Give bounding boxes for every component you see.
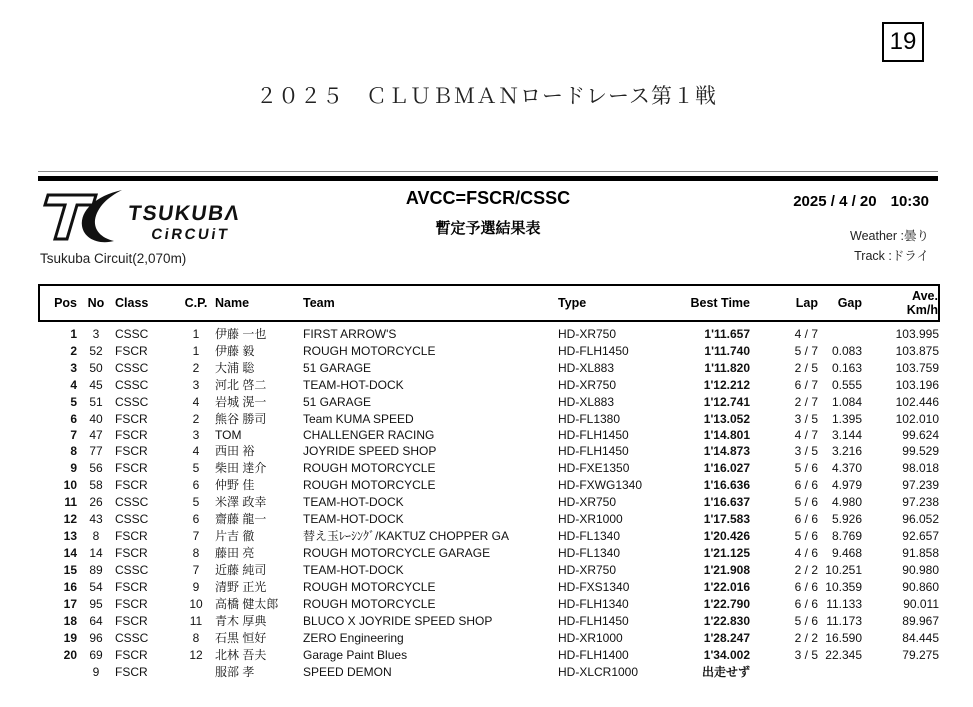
cell-lap: 2 / 2 [794,562,818,577]
table-row [39,595,939,612]
cell-ave: 99.529 [902,443,939,458]
cell-pos: 6 [70,411,77,426]
cell-gap: 5.926 [831,511,862,526]
cell-cp: 3 [192,427,200,442]
cell-class: FSCR [115,528,148,543]
cell-gap: 11.173 [826,613,862,628]
results-body [39,321,939,680]
cell-gap [818,321,862,342]
cell-best-time: 1'34.002 [703,647,750,662]
column-header-type: Type [558,296,587,310]
logo-title: TSUKUBΛ [126,202,242,225]
weather-line [850,226,929,244]
cell-gap: 10.359 [825,579,862,594]
cell-team: TEAM-HOT-DOCK [303,377,404,392]
page-number: 19 [889,28,917,55]
cell-class: CSSC [115,562,149,577]
cell-ave [862,663,939,680]
cell-class: CSSC [115,360,149,375]
cell-ave: 97.238 [902,494,939,509]
cell-type: HD-FLH1340 [558,596,629,611]
cell-ave: 103.995 [895,326,939,341]
cell-gap: 8.769 [831,528,862,543]
cell-lap: 5 / 6 [794,613,818,628]
cell-best-time: 1'13.052 [703,411,750,426]
cell-type: HD-XR750 [558,494,617,509]
cell-pos: 20 [63,647,77,662]
cell-pos: 11 [64,494,77,509]
column-header-best-time: Best Time [690,296,750,310]
cell-ave: 102.446 [895,394,939,409]
cell-best-time: 1'14.873 [703,443,750,458]
cell-lap: 4 / 7 [794,427,818,442]
table-row [39,646,939,663]
cell-cp: 2 [192,360,200,375]
column-header-pos: Pos [54,296,77,310]
cell-pos: 9 [70,460,77,475]
cell-type: HD-XR750 [558,326,617,341]
cell-name: 青木 厚典 [215,614,267,629]
cell-lap: 4 / 6 [794,545,818,560]
table-row [39,629,939,646]
cell-best-time: 出走せず [701,665,750,680]
cell-class: FSCR [115,664,148,679]
cell-lap: 2 / 7 [794,394,818,409]
cell-ave: 92.657 [902,528,939,543]
cell-no: 95 [89,596,103,611]
cell-lap: 3 / 5 [794,647,818,662]
cell-name: 米澤 政幸 [215,495,267,510]
cell-cp: 7 [192,562,200,577]
cell-ave: 98.018 [902,460,939,475]
cell-no: 56 [89,460,103,475]
cell-team: TEAM-HOT-DOCK [303,562,404,577]
cell-no: 50 [89,360,103,375]
cell-name: 熊谷 勝司 [215,412,267,426]
cell-best-time: 1'28.247 [703,630,750,645]
cell-pos: 16 [63,579,77,594]
table-row [39,544,939,561]
cell-best-time: 1'16.027 [703,460,750,475]
cell-pos: 7 [70,427,77,442]
column-header-ave-line1: Ave. [912,288,938,303]
cell-name: TOM [215,427,242,442]
column-header-ave-line2: Km/h [906,303,938,317]
cell-type: HD-XR1000 [558,511,623,526]
cell-team: ROUGH MOTORCYCLE [303,596,436,611]
cell-type: HD-XR750 [558,562,617,577]
column-header-team: Team [303,296,335,310]
cell-no: 77 [89,443,103,458]
cell-name: 河北 啓二 [215,378,267,392]
cell-no: 58 [89,477,103,492]
weather-value: 曇り [903,229,929,243]
cell-ave: 97.239 [902,477,939,492]
cell-ave: 103.759 [895,360,939,375]
column-header-ave [862,285,939,321]
cell-cp: 1 [192,343,200,358]
cell-cp: 5 [192,494,200,509]
cell-cp: 4 [192,443,200,458]
cell-gap: 4.979 [831,477,862,492]
cell-pos: 19 [63,630,77,645]
cell-name: 齋藤 龍一 [215,512,267,527]
column-header-gap: Gap [837,296,862,310]
event-title: ２０２５ ＣＬＵＢＭＡＮロードレース第１戦 [256,85,717,108]
cell-gap: 0.163 [831,360,862,375]
cell-best-time: 1'22.830 [703,613,750,628]
cell-no: 69 [89,647,103,662]
cell-cp: 3 [192,377,200,392]
cell-name: 藤田 亮 [215,546,255,561]
cell-class: FSCR [115,477,148,492]
cell-gap [818,663,862,680]
cell-cp: 5 [192,460,200,475]
cell-team: SPEED DEMON [303,664,392,679]
cell-class: FSCR [115,579,148,594]
cell-pos: 13 [63,528,77,543]
cell-type: HD-FLH1450 [558,613,629,628]
cell-no: 40 [89,411,103,426]
cell-lap: 3 / 5 [794,411,818,426]
cell-cp: 10 [189,596,203,611]
cell-type: HD-FXE1350 [558,460,630,475]
results-header-row [39,285,939,321]
cell-ave: 90.860 [902,579,939,594]
cell-type: HD-FL1340 [558,528,621,543]
cell-name: 大浦 聡 [215,361,255,375]
cell-team: 51 GARAGE [303,360,372,375]
cell-gap: 9.468 [831,545,862,560]
cell-ave: 90.980 [902,562,939,577]
cell-gap: 1.395 [831,411,862,426]
header-rule [38,171,938,181]
cell-gap: 0.555 [831,377,862,392]
cell-no: 52 [89,343,103,358]
cell-name: 石黒 恒好 [215,631,267,646]
cell-name: 岩城 滉一 [215,395,267,409]
cell-cp: 7 [192,528,200,543]
cell-type: HD-FL1340 [558,545,621,560]
cell-no: 54 [89,579,103,594]
cell-class: FSCR [115,427,148,442]
session-time: 10:30 [890,193,929,210]
cell-best-time: 1'16.636 [703,477,750,492]
column-header-cp: C.P. [184,296,208,310]
cell-gap: 3.216 [831,443,862,458]
cell-class: FSCR [115,411,148,426]
cell-best-time: 1'22.790 [703,596,750,611]
cell-lap: 6 / 7 [794,377,818,392]
cell-no: 8 [92,528,100,543]
cell-best-time: 1'21.908 [703,562,750,577]
cell-no: 64 [89,613,103,628]
cell-best-time: 1'12.212 [703,377,750,392]
cell-class: CSSC [115,630,149,645]
cell-lap: 6 / 6 [794,477,818,492]
cell-name: 伊藤 毅 [215,344,255,358]
table-row [39,459,939,476]
cell-class: CSSC [115,394,149,409]
cell-name: 伊藤 一也 [215,327,267,341]
cell-best-time: 1'16.637 [703,494,750,509]
cell-cp: 11 [189,613,203,628]
cell-ave: 96.052 [902,511,939,526]
table-row [39,321,939,342]
cell-lap: 6 / 6 [794,511,818,526]
cell-team: Team KUMA SPEED [303,411,414,426]
cell-ave: 103.875 [895,343,939,358]
cell-type: HD-FLH1450 [558,343,629,358]
logo-subtitle: CiRCUiT [150,226,231,243]
table-row [39,578,939,595]
cell-lap: 5 / 6 [794,528,818,543]
cell-no: 47 [89,427,103,442]
cell-lap: 6 / 6 [794,596,818,611]
cell-type: HD-FLH1400 [558,647,629,662]
cell-name: 仲野 佳 [215,478,255,493]
cell-gap: 0.083 [831,343,862,358]
track-label: Track : [854,249,892,263]
cell-gap: 11.133 [826,596,862,611]
cell-ave: 91.858 [902,545,939,560]
column-header-no: No [87,296,105,310]
session-date: 2025 / 4 / 20 [793,193,877,210]
cell-gap: 22.345 [825,647,862,662]
cell-ave: 89.967 [902,613,939,628]
cell-best-time: 1'11.820 [704,360,750,375]
cell-best-time: 1'17.583 [703,511,750,526]
cell-lap: 2 / 2 [794,630,818,645]
cell-lap: 6 / 6 [794,579,818,594]
table-row [39,493,939,510]
session-datetime [793,193,929,210]
table-row [39,359,939,376]
results-header [39,285,939,321]
cell-no: 96 [89,630,103,645]
column-header-name: Name [215,296,250,310]
cell-class: CSSC [115,326,149,341]
cell-class: FSCR [115,443,148,458]
cell-no: 45 [89,377,103,392]
cell-type: HD-FXS1340 [558,579,630,594]
cell-lap: 4 / 7 [794,326,818,341]
cell-team: JOYRIDE SPEED SHOP [303,443,437,458]
cell-class: FSCR [115,647,148,662]
cell-team: CHALLENGER RACING [303,427,435,442]
table-row [39,561,939,578]
cell-name: 片吉 徹 [215,529,255,544]
cell-team: 替え玉ﾚｰｼﾝｸﾞ/KAKTUZ CHOPPER GA [303,529,510,544]
cell-lap: 2 / 5 [794,360,818,375]
cell-pos: 15 [63,562,77,577]
cell-cp: 9 [192,579,200,594]
cell-ave: 90.011 [903,596,939,611]
table-row [39,376,939,393]
cell-lap: 5 / 6 [794,460,818,475]
weather-label: Weather : [850,229,904,243]
cell-type: HD-FLH1450 [558,427,629,442]
table-row [39,410,939,427]
cell-gap: 3.144 [831,427,862,442]
table-row [39,476,939,493]
track-line [854,246,929,264]
cell-no: 89 [89,562,103,577]
cell-class: CSSC [115,494,149,509]
cell-name: 近藤 純司 [215,563,267,578]
column-header-class: Class [115,296,149,310]
cell-class: FSCR [115,343,148,358]
doc-title: 暫定予選結果表 [435,220,541,237]
cell-team: TEAM-HOT-DOCK [303,494,404,509]
cell-type: HD-FLH1450 [558,443,629,458]
cell-type: HD-XLCR1000 [558,664,639,679]
cell-cp [177,663,215,680]
cell-cp: 1 [192,326,200,341]
cell-ave: 102.010 [895,411,939,426]
cell-ave: 79.275 [902,647,939,662]
cell-cp: 6 [192,477,200,492]
cell-cp: 12 [189,647,203,662]
table-row [39,612,939,629]
cell-name: 清野 正光 [215,580,267,595]
cell-pos: 18 [63,613,77,628]
cell-class: FSCR [115,613,148,628]
cell-team: TEAM-HOT-DOCK [303,511,404,526]
cell-pos: 2 [70,343,77,358]
cell-team: ZERO Engineering [303,630,404,645]
cell-pos [39,663,77,680]
cell-cp: 8 [192,630,200,645]
cell-type: HD-XR750 [558,377,617,392]
cell-no: 9 [92,664,100,679]
table-row [39,442,939,459]
cell-team: FIRST ARROW'S [303,326,397,341]
results-table [38,284,940,680]
cell-team: ROUGH MOTORCYCLE [303,477,436,492]
cell-best-time: 1'11.740 [704,343,750,358]
cell-best-time: 1'14.801 [703,427,750,442]
cell-cp: 6 [192,511,200,526]
cell-ave: 103.196 [895,377,939,392]
cell-pos: 1 [70,326,77,341]
cell-best-time: 1'11.657 [704,326,750,341]
cell-team: ROUGH MOTORCYCLE [303,579,436,594]
cell-name: 高橋 健太郎 [215,597,279,612]
cell-team: ROUGH MOTORCYCLE GARAGE [303,545,491,560]
cell-pos: 12 [63,511,77,526]
cell-gap: 4.980 [831,494,862,509]
cell-best-time: 1'12.741 [703,394,750,409]
cell-pos: 14 [63,545,77,560]
table-row [39,342,939,359]
cell-pos: 3 [70,360,77,375]
cell-team: BLUCO X JOYRIDE SPEED SHOP [303,613,493,628]
cell-lap: 5 / 7 [794,343,818,358]
cell-no: 26 [89,494,103,509]
cell-team: ROUGH MOTORCYCLE [303,460,436,475]
cell-lap: 3 / 5 [794,443,818,458]
cell-name: 服部 孝 [215,665,255,680]
class-heading: AVCC=FSCR/CSSC [405,188,571,208]
cell-gap: 4.370 [831,460,862,475]
cell-no: 14 [89,545,103,560]
cell-no: 51 [89,394,103,409]
page-number-box [882,22,924,62]
cell-class: FSCR [115,596,148,611]
table-row [39,393,939,410]
cell-cp: 2 [192,411,200,426]
column-header-lap: Lap [795,296,818,310]
cell-team: Garage Paint Blues [303,647,408,662]
table-row [39,527,939,544]
cell-class: CSSC [115,511,149,526]
cell-no: 3 [92,326,100,341]
cell-pos: 8 [70,443,77,458]
cell-best-time: 1'21.125 [703,545,750,560]
cell-ave: 84.445 [902,630,939,645]
cell-pos: 10 [63,477,77,492]
cell-ave: 99.624 [902,427,939,442]
cell-lap [750,663,818,680]
cell-best-time: 1'20.426 [703,528,750,543]
cell-type: HD-FXWG1340 [558,477,643,492]
cell-cp: 8 [192,545,200,560]
cell-name: 北林 吾夫 [215,648,267,663]
cell-class: FSCR [115,545,148,560]
cell-gap: 10.251 [825,562,862,577]
cell-name: 柴田 達介 [215,461,267,476]
cell-class: FSCR [115,460,148,475]
cell-team: ROUGH MOTORCYCLE [303,343,436,358]
cell-best-time: 1'22.016 [703,579,750,594]
cell-cp: 4 [192,394,200,409]
circuit-length: Tsukuba Circuit(2,070m) [40,251,187,266]
cell-type: HD-XL883 [558,360,615,375]
cell-pos: 17 [63,596,77,611]
cell-no: 43 [89,511,103,526]
cell-class: CSSC [115,377,149,392]
cell-type: HD-XR1000 [558,630,623,645]
cell-team: 51 GARAGE [303,394,372,409]
cell-gap: 1.084 [831,394,862,409]
cell-name: 西田 裕 [215,444,255,459]
cell-type: HD-FL1380 [558,411,621,426]
cell-pos: 5 [70,394,77,409]
cell-pos: 4 [70,377,77,392]
track-value: ドライ [891,249,929,263]
cell-gap: 16.590 [825,630,862,645]
cell-type: HD-XL883 [558,394,615,409]
table-row [39,427,939,442]
table-row [39,663,939,680]
table-row [39,510,939,527]
header-rule-thick [38,176,938,181]
cell-lap: 5 / 6 [794,494,818,509]
